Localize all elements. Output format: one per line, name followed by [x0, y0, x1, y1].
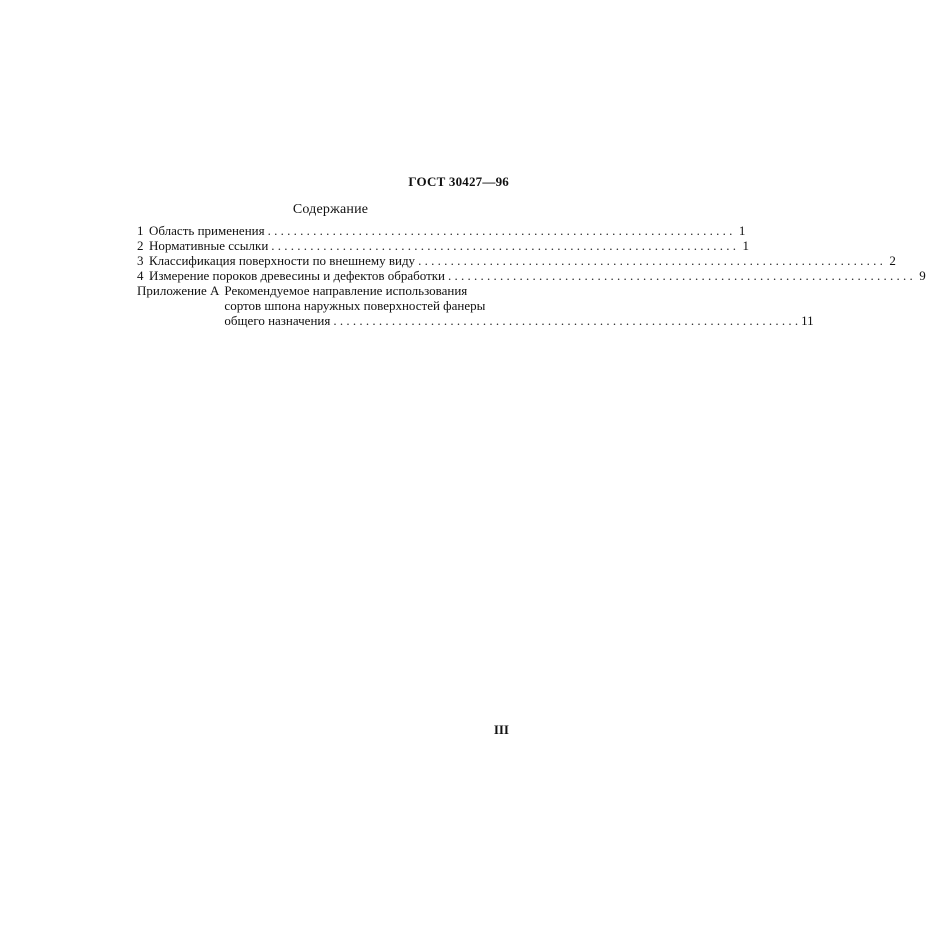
- toc-item-page: 1: [738, 223, 746, 238]
- toc-item-number: 3: [137, 253, 144, 268]
- toc-item-title: Классификация поверхности по внешнему виду: [149, 253, 416, 268]
- page-number: III: [493, 722, 509, 737]
- appendix-title-end: общего назначения: [224, 313, 331, 328]
- table-of-contents: [137, 223, 926, 328]
- toc-leader-dots: [268, 223, 733, 238]
- toc-title: Содержание: [292, 202, 369, 217]
- toc-item-4: [137, 268, 926, 283]
- toc-leader-dots: [448, 268, 913, 283]
- toc-item-title: Нормативные ссылки: [149, 238, 269, 253]
- toc-item-number: 2: [137, 238, 144, 253]
- toc-item-2: [137, 238, 750, 253]
- appendix-label: Приложение А: [137, 283, 220, 298]
- toc-item-1: [137, 223, 746, 238]
- toc-item-number: 1: [137, 223, 144, 238]
- appendix-title-line-2: сортов шпона наружных поверхностей фанеры: [224, 298, 486, 313]
- appendix-page: 11: [801, 313, 814, 328]
- toc-item-page: 1: [742, 238, 750, 253]
- toc-item-number: 4: [137, 268, 144, 283]
- document-code: ГОСТ 30427—96: [408, 174, 509, 189]
- toc-appendix-a: [137, 283, 814, 328]
- toc-leader-dots: [271, 238, 736, 253]
- appendix-title-line-1: Рекомендуемое направление использования: [224, 283, 468, 298]
- toc-item-title: Область применения: [149, 223, 265, 238]
- toc-item-3: [137, 253, 896, 268]
- toc-leader-dots: [418, 253, 883, 268]
- appendix-title-line-3: [224, 313, 813, 328]
- appendix-title: [224, 283, 813, 328]
- toc-item-title: Измерение пороков древесины и дефектов обработки: [149, 268, 446, 283]
- toc-item-page: 2: [889, 253, 896, 268]
- toc-leader-dots: [333, 313, 798, 328]
- toc-item-page: 9: [919, 268, 926, 283]
